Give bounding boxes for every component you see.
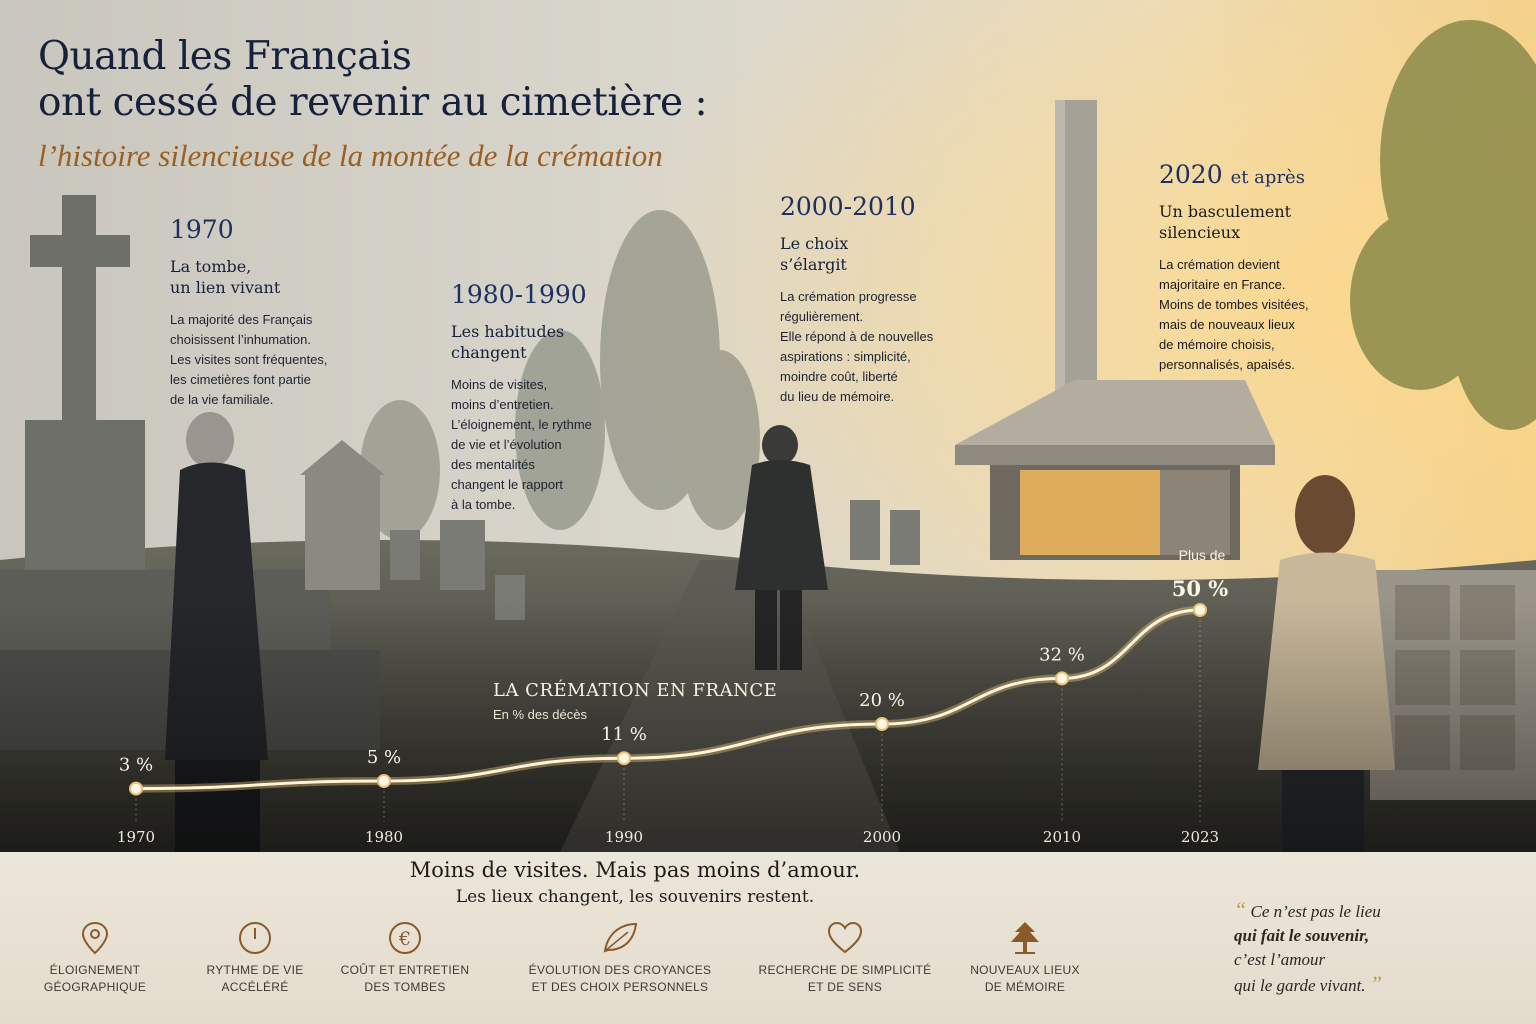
era-body-line: La majorité des Français: [170, 312, 313, 327]
era-heading-line: silencieux: [1159, 223, 1241, 242]
data-label: 32 %: [1039, 644, 1085, 666]
close-quote-mark: ”: [1369, 971, 1383, 996]
era-heading-line: Le choix: [780, 234, 849, 253]
closing-quote: [1234, 898, 1382, 998]
factor-nouveaux-lieux: [960, 920, 1090, 996]
era-body-line: L’éloignement, le rythme: [451, 417, 592, 432]
era-year-value: 2020: [1159, 160, 1223, 189]
era-body-line: de vie et l’évolution: [451, 437, 562, 452]
era-body-line: les cimetières font partie: [170, 372, 311, 387]
era-year-suffix: et après: [1230, 167, 1305, 188]
era-body-line: moindre coût, liberté: [780, 369, 898, 384]
data-label: 20 %: [859, 690, 905, 711]
location-pin-icon: [77, 920, 113, 956]
factor-cout: [330, 920, 480, 996]
era-year: 1970: [170, 215, 234, 244]
era-body-line: de mémoire choisis,: [1159, 337, 1275, 352]
x-tick-label: 1980: [364, 828, 404, 846]
data-label: 3 %: [118, 754, 154, 776]
x-tick-label: 2000: [862, 828, 902, 846]
data-label: 50 %: [1171, 576, 1229, 601]
era-body-line: régulièrement.: [780, 309, 864, 324]
era-heading-line: Les habitudes: [451, 322, 565, 341]
data-point: [1194, 604, 1206, 616]
data-label: 11 %: [601, 724, 647, 746]
euro-icon: [387, 920, 423, 956]
quote-line-2: qui fait le souvenir,: [1234, 926, 1370, 945]
x-tick-label: 2023: [1180, 828, 1220, 846]
era-body-line: La crémation devient: [1159, 257, 1280, 272]
era-body-line: Les visites sont fréquentes,: [170, 352, 328, 367]
clock-icon: [237, 920, 273, 956]
x-tick-label: 2010: [1042, 828, 1082, 846]
era-heading-line: La tombe,: [170, 257, 252, 276]
x-tick-label: 1970: [116, 828, 156, 846]
factor-label: ÉVOLUTION DES CROYANCES ET DES CHOIX PERSONNELS: [528, 963, 712, 994]
quote-line-4: qui le garde vivant.: [1234, 976, 1366, 995]
tagline-main: Moins de visites. Mais pas moins d’amour.: [409, 858, 861, 882]
factor-label: COÛT ET ENTRETIEN DES TOMBES: [340, 963, 470, 994]
factor-rythme: [190, 920, 320, 996]
x-tick-label: 1990: [604, 828, 644, 846]
era-body-line: à la tombe.: [451, 497, 516, 512]
tree-icon: [1005, 920, 1045, 956]
open-quote-mark: “: [1234, 897, 1247, 922]
factor-label: RECHERCHE DE SIMPLICITÉ ET DE SENS: [758, 963, 932, 994]
era-body-line: La crémation progresse: [780, 289, 917, 304]
quote-line-1: Ce n’est pas le lieu: [1250, 902, 1381, 921]
leaf-icon: [600, 920, 640, 956]
era-body-line: mais de nouveaux lieux: [1159, 317, 1295, 332]
title-line-1: Quand les Français: [38, 34, 412, 79]
quote-line-3: c’est l’amour: [1234, 950, 1326, 969]
data-point: [1056, 672, 1068, 684]
era-body-line: majoritaire en France.: [1159, 277, 1286, 292]
era-year: 2000-2010: [780, 192, 916, 221]
era-body-line: du lieu de mémoire.: [780, 389, 895, 404]
heart-icon: [826, 920, 864, 956]
era-body-line: des mentalités: [451, 457, 535, 472]
era-body-line: Elle répond à de nouvelles: [780, 329, 934, 344]
data-point: [378, 775, 390, 787]
tagline-sub: Les lieux changent, les souvenirs restent.: [455, 887, 815, 907]
svg-text:€: €: [398, 928, 412, 950]
era-heading-line: s’élargit: [780, 255, 847, 274]
era-body-line: choisissent l’inhumation.: [170, 332, 311, 347]
era-body-line: personnalisés, apaisés.: [1159, 357, 1295, 372]
factor-croyances: [520, 920, 720, 996]
era-body-line: Moins de visites,: [451, 377, 548, 392]
factor-simplicite: [755, 920, 935, 996]
factor-label: ÉLOIGNEMENT GÉOGRAPHIQUE: [43, 963, 147, 994]
title-line-2: ont cessé de revenir au cimetière :: [38, 80, 708, 125]
era-body-line: moins d’entretien.: [451, 397, 554, 412]
chart-title: LA CRÉMATION EN FRANCE: [493, 680, 778, 701]
era-heading-line: un lien vivant: [170, 278, 281, 297]
era-body-line: aspirations : simplicité,: [780, 349, 911, 364]
era-year: 1980-1990: [451, 280, 587, 309]
era-body-line: de la vie familiale.: [170, 392, 274, 407]
chart-subtitle: En % des décès: [493, 707, 587, 722]
era-body-line: changent le rapport: [451, 477, 564, 492]
data-label-prefix: Plus de: [1178, 547, 1226, 563]
era-heading-line: Un basculement: [1159, 202, 1292, 221]
factor-label: NOUVEAUX LIEUX DE MÉMOIRE: [970, 963, 1080, 994]
data-point: [618, 752, 630, 764]
factor-eloignement: [30, 920, 160, 996]
factor-label: RYTHME DE VIE ACCÉLÉRÉ: [206, 963, 304, 994]
data-point: [876, 718, 888, 730]
era-heading-line: changent: [451, 343, 527, 362]
page-subtitle: l’histoire silencieuse de la montée de la crémation: [38, 138, 663, 173]
data-label: 5 %: [366, 747, 402, 768]
era-body-line: Moins de tombes visitées,: [1159, 297, 1309, 312]
data-point: [130, 783, 142, 795]
